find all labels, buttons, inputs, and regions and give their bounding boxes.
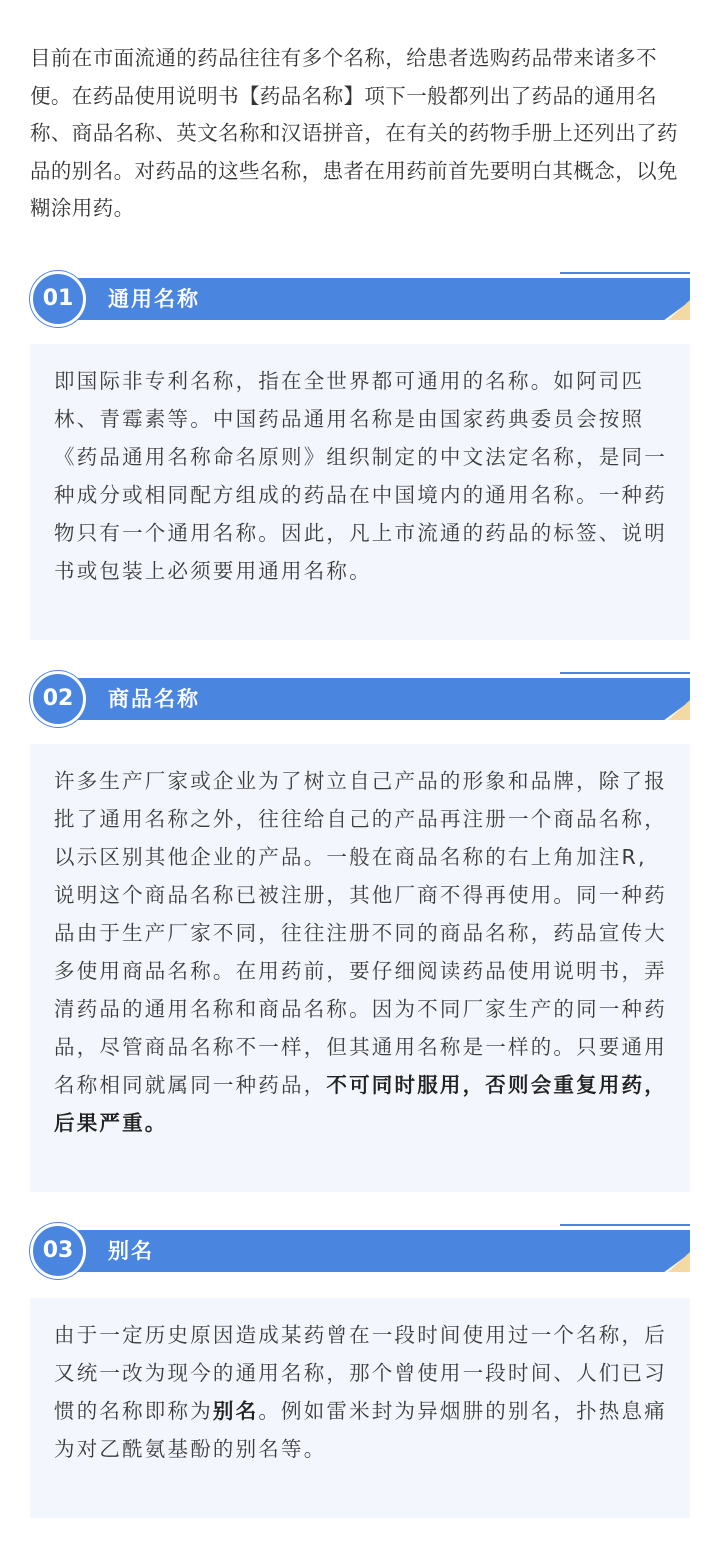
section-header-01 [30,272,690,332]
header-accent-line [560,272,690,274]
section-body-text: 。例如雷米封为异烟肼的别名，扑热息痛为对乙酰氨基酚的别名等。 [54,1399,667,1461]
section-title: 通用名称 [108,287,200,311]
section-body-emphasis: 不可同时服用，否则会重复用药，后果严重。 [54,1073,667,1135]
section-number: 02 [30,671,86,727]
section-card-02 [30,744,690,1192]
section-card-03 [30,1298,690,1518]
section-body [54,1316,668,1468]
section-body-text: 由于一定历史原因造成某药曾在一段时间使用过一个名称，后又统一改为现今的通用名称，那个曾使用一段时间、人们已习惯的名称即称为 [54,1323,667,1423]
section-card-01 [30,344,690,640]
section-body: 即国际非专利名称，指在全世界都可通用的名称。如阿司匹林、青霉素等。中国药品通用名称是由国家药典委员会按照《药品通用名称命名原则》组织制定的中文法定名称，是同一种成分或相同配方组成的药品在中国境内的通用名称。一种药物只有一个通用名称。因此，凡上市流通的药品的标签、说明书或包装上必须要用通用名称。 [54,369,667,583]
section-number: 01 [30,271,86,327]
section-title: 商品名称 [108,687,200,711]
header-accent-line [560,672,690,674]
section-body [54,762,668,1142]
intro-paragraph: 目前在市面流通的药品往往有多个名称，给患者选购药品带来诸多不便。在药品使用说明书【药品名称】项下一般都列出了药品的通用名称、商品名称、英文名称和汉语拼音，在有关的药物手册上还列出了药品的别名。对药品的这些名称，患者在用药前首先要明白其概念，以免糊涂用药。 [30,46,678,220]
section-body-emphasis: 别名 [212,1399,259,1423]
section-body-text: 许多生产厂家或企业为了树立自己产品的形象和品牌，除了报批了通用名称之外，往往给自己的产品再注册一个商品名称，以示区别其他企业的产品。一般在商品名称的右上角加注R,说明这个商品名称已被注册，其他厂商不得再使用。同一种药品由于生产厂家不同，往往注册不同的商品名称，药品宣传大多使用商品名称。在用药前，要仔细阅读药品使用说明书，弄清药品的通用名称和商品名称。因为不同厂家生产的同一种药品，尽管商品名称不一样，但其通用名称是一样的。只要通用名称相同就属同一种药品， [54,769,667,1097]
section-header-02 [30,672,690,732]
section-header-03 [30,1224,690,1284]
section-title: 别名 [108,1239,154,1263]
header-accent-line [560,1224,690,1226]
section-number: 03 [30,1223,86,1279]
